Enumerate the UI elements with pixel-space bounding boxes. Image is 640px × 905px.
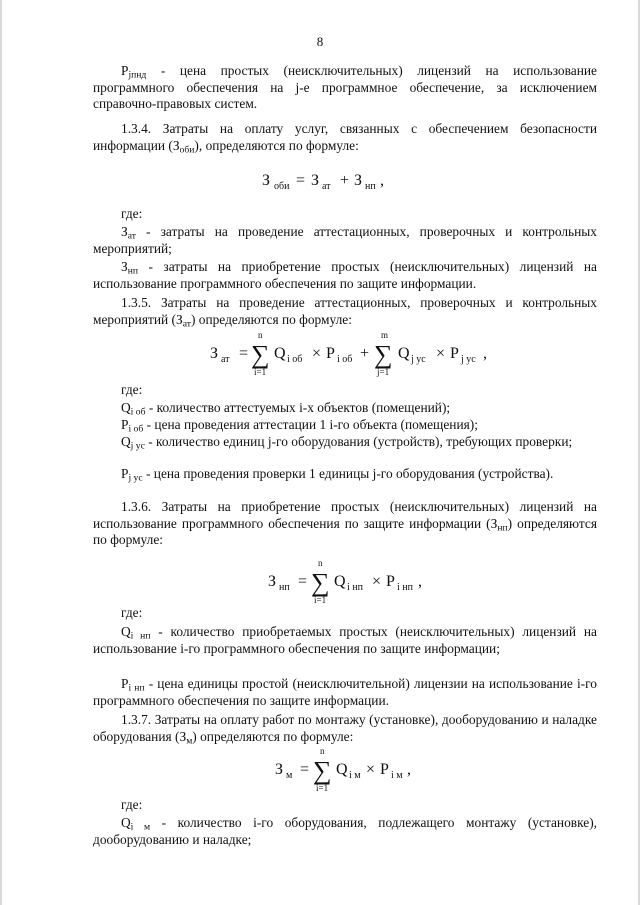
svg-text:∑: ∑ bbox=[313, 756, 332, 785]
definition-q-jus: $Q_{j ус}$ - количество единиц j-го оборудования (устройств), требующих проверки; bbox=[121, 434, 573, 452]
svg-text:З: З bbox=[210, 345, 219, 362]
section-1-3-7: 1.3.7. Затраты на оплату работ по монтажу (установке), дооборудованию и наладке оборудования $(З_м)$ определяются по формуле: bbox=[93, 712, 597, 746]
section-1-3-5: 1.3.5. Затраты на проведение аттестационных, проверочных и контрольных мероприятий $(З_{ат})$ определяются по формуле: bbox=[93, 295, 597, 329]
svg-text:З: З bbox=[262, 172, 271, 189]
svg-text:∑: ∑ bbox=[251, 340, 270, 369]
where-label: где: bbox=[121, 797, 143, 812]
where-label: где: bbox=[121, 605, 143, 620]
svg-text:j ус: j ус bbox=[411, 354, 426, 365]
where-label: где: bbox=[121, 382, 143, 397]
svg-text:З: З bbox=[275, 761, 284, 778]
definition-p-iob: $P_{i об}$ - цена проведения аттестации 1 i-го объекта (помещения); bbox=[121, 417, 478, 435]
svg-text:P: P bbox=[326, 345, 335, 362]
svg-text:Q: Q bbox=[336, 761, 348, 778]
svg-text:i об: i об bbox=[287, 354, 303, 365]
svg-text:∑: ∑ bbox=[374, 340, 393, 369]
definition-p-jus: $P_{j ус}$ - цена проведения проверки 1 единицы j-го оборудования (устройства). bbox=[121, 466, 554, 484]
svg-text:З: З bbox=[268, 573, 277, 590]
svg-text:m: m bbox=[381, 330, 389, 340]
svg-text:i нп: i нп bbox=[347, 582, 363, 593]
svg-text:∑: ∑ bbox=[311, 568, 330, 597]
svg-text:оби: оби bbox=[274, 181, 290, 192]
svg-text:=: = bbox=[239, 345, 249, 362]
definition-p-jpnd: $P_{jпнд}$ - цена простых (неисключительных) лицензий на использование программного обеспечения на j-е программное обеспечение, за исключением справочно-правовых систем. bbox=[93, 63, 597, 112]
svg-text:=: = bbox=[296, 172, 306, 189]
svg-text:P: P bbox=[380, 761, 389, 778]
svg-text:i м: i м bbox=[349, 770, 361, 781]
definition-p-inp: $P_{i нп}$ - цена единицы простой (неисключительной) лицензии на использование i-го программного обеспечения по защите информации. bbox=[93, 676, 597, 708]
formula-z-m bbox=[0, 744, 640, 804]
svg-text:+: + bbox=[360, 345, 370, 362]
svg-text:i м: i м bbox=[391, 770, 403, 781]
svg-text:=: = bbox=[298, 573, 308, 590]
svg-text:Q: Q bbox=[398, 345, 410, 362]
definition-q-im: $Q_{i м}$ - количество i-го оборудования, подлежащего монтажу (установке), дооборудованию и наладке; bbox=[93, 815, 598, 847]
svg-text:,: , bbox=[418, 573, 422, 590]
svg-text:n: n bbox=[258, 330, 263, 340]
svg-text:P: P bbox=[450, 345, 459, 362]
svg-text:,: , bbox=[407, 761, 411, 778]
definition-q-iob: $Q_{i об}$ - количество аттестуемых i-х объектов (помещений); bbox=[121, 400, 451, 418]
where-label: где: bbox=[121, 206, 143, 221]
definition-q-inp: $Q_{i нп}$ - количество приобретаемых простых (неисключительных) лицензий на использование i-го программного обеспечения по защите информации; bbox=[93, 624, 597, 656]
formula-z-obi bbox=[0, 165, 640, 199]
svg-text:,: , bbox=[380, 172, 384, 189]
svg-text:ат: ат bbox=[322, 181, 331, 192]
page-number: 8 bbox=[316, 34, 324, 49]
svg-text:×: × bbox=[372, 573, 382, 590]
svg-text:×: × bbox=[312, 345, 322, 362]
svg-text:м: м bbox=[286, 770, 293, 781]
svg-text:×: × bbox=[366, 761, 376, 778]
section-1-3-6: 1.3.6. Затраты на приобретение простых (неисключительных) лицензий на использование программного обеспечения по защите информации $(З_{нп})$ определяются по формуле: bbox=[93, 499, 597, 548]
definition-z-np: $З_{нп}$ - затраты на приобретение простых (неисключительных) лицензий на использование программного обеспечения по защите информации. bbox=[93, 259, 597, 291]
svg-text:+: + bbox=[340, 172, 350, 189]
svg-text:З: З bbox=[311, 172, 320, 189]
svg-text:i=1: i=1 bbox=[316, 783, 329, 793]
svg-text:=: = bbox=[300, 761, 310, 778]
svg-text:ат: ат bbox=[221, 354, 230, 365]
svg-text:З: З bbox=[354, 172, 363, 189]
svg-text:i об: i об bbox=[337, 354, 353, 365]
svg-text:нп: нп bbox=[279, 582, 290, 593]
svg-text:i=1: i=1 bbox=[254, 367, 267, 377]
svg-text:P: P bbox=[386, 573, 395, 590]
svg-text:нп: нп bbox=[365, 181, 376, 192]
svg-text:j ус: j ус bbox=[461, 354, 476, 365]
svg-text:i=1: i=1 bbox=[314, 595, 327, 605]
svg-text:Q: Q bbox=[274, 345, 286, 362]
section-1-3-4: 1.3.4. Затраты на оплату услуг, связанных с обеспечением безопасности информации $(З_{оби})$, определяются по формуле: bbox=[93, 121, 597, 155]
svg-text:Q: Q bbox=[334, 573, 346, 590]
svg-text:n: n bbox=[318, 558, 323, 568]
svg-text:j=1: j=1 bbox=[377, 367, 390, 377]
svg-text:n: n bbox=[320, 746, 325, 756]
formula-z-np bbox=[0, 556, 640, 616]
definition-z-at: $З_{ат}$ - затраты на проведение аттестационных, проверочных и контрольных мероприятий; bbox=[93, 224, 597, 256]
svg-text:,: , bbox=[483, 345, 487, 362]
svg-text:i нп: i нп bbox=[397, 582, 413, 593]
formula-z-at bbox=[0, 328, 640, 388]
svg-text:×: × bbox=[436, 345, 446, 362]
